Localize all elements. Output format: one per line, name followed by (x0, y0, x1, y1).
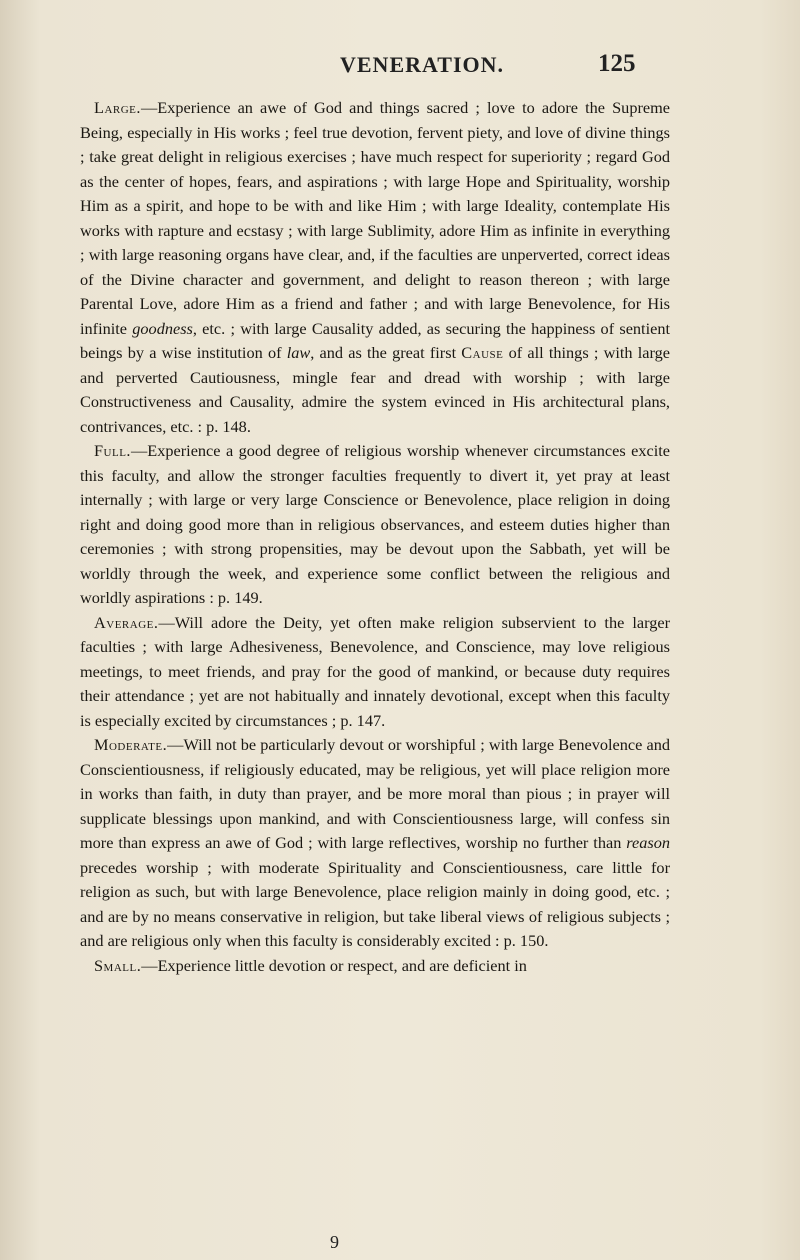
text-segment: , etc. ; with large Causality added, as securing the happiness of sentient beings by a wise institution of (80, 318, 670, 362)
paragraph-label: Full. (94, 441, 132, 460)
text-segment: Experience an awe of God and things sacred ; love to adore the Supreme Being, especially in His works ; feel true devotion, fervent piety, and love of divine things ; take great delight in religious exercises ; have much respect for superiority ; regard God as the center of hopes, fears, and aspirations ; with large Hope and Spirituality, worship Him as a spirit, and hope to be with and like Him ; with large Ideality, contemplate His works with rapture and ecstasy ; with large Sublimity, adore Him as infinite in everything ; with large reasoning organs have clear, and, if the faculties are unperverted, correct ideas of the Divine character and government, and delight to reason thereon ; with large Parental Love, adore Him as a friend and father ; and with large Benevolence, for His infinite (80, 98, 670, 338)
text-segment: , and as the great first (310, 343, 462, 362)
label-dash: — (158, 612, 175, 632)
signature-mark: 9 (330, 1232, 339, 1252)
text-segment: Experience a good degree of religious worship whenever circumstances excite this faculty, and allow the stronger faculties frequently to divert it, yet pray at least internally ; with large or very large Conscience or Benevolence, place religion in doing right and doing good more than in religious observances, and esteem duties higher than ceremonies ; with strong propensities, may be devout upon the Sabbath, yet will be worldly through the week, and experience some conflict between the religious and worldly aspirations : p. 149. (80, 441, 670, 607)
text-segment: law (286, 343, 311, 362)
running-head: VENERATION. (340, 52, 505, 77)
page-number: 125 (598, 50, 636, 77)
page-header (0, 52, 800, 92)
text-segment: Cause (461, 343, 504, 362)
text-segment: Will adore the Deity, yet often make religion subservient to the larger faculties ; with large Adhesiveness, Benevolence, and Conscience, may love religious meetings, to meet friends, and pray for the good of mankind, or because duty requires their attendance ; yet are not habitually and innately devotional, except when this faculty is especially excited by circumstances ; p. 147. (80, 612, 670, 730)
label-dash: — (141, 955, 158, 975)
text-segment: Will not be particularly devout or worshipful ; with large Benevolence and Conscientiousness, if religiously educated, may be religious, yet will place religion more in works than faith, in duty than prayer, and be more moral than pious ; in prayer will supplicate blessings upon mankind, and with Conscientiousness large, will confess sin more than express an awe of God ; with large reflectives, worship no further than (80, 735, 670, 852)
text-segment: Experience little devotion or respect, and are deficient in (157, 955, 527, 975)
paragraph-label: Moderate. (94, 735, 168, 754)
paragraph-moderate (80, 733, 670, 954)
paragraph-label: Large. (94, 98, 141, 117)
text-segment: of all things ; with large and perverted Cautiousness, mingle fear and dread with worship ; with large Constructiveness and Causality, admire the system evinced in His architectural plans, contrivances, etc. : p. 148. (80, 343, 670, 436)
text-segment: reason (626, 833, 670, 852)
paragraph-label: Average. (94, 612, 159, 632)
label-dash: — (167, 735, 184, 754)
paragraph-large (80, 96, 670, 439)
paragraph-small (80, 954, 670, 979)
text-segment: precedes worship ; with moderate Spirituality and Conscientiousness, care little for religion as such, but with large Benevolence, place religion mainly in doing good, etc. ; and are by no means conservative in religion, but take liberal views of religious subjects ; and are religious only when this faculty is considerably excited : p. 150. (80, 857, 670, 950)
body-text (80, 96, 670, 978)
paragraph-average (80, 611, 670, 734)
paragraph-full (80, 439, 670, 611)
text-segment: goodness (132, 318, 193, 338)
paragraph-label: Small. (94, 955, 142, 975)
label-dash: — (131, 441, 148, 460)
label-dash: — (140, 98, 158, 117)
